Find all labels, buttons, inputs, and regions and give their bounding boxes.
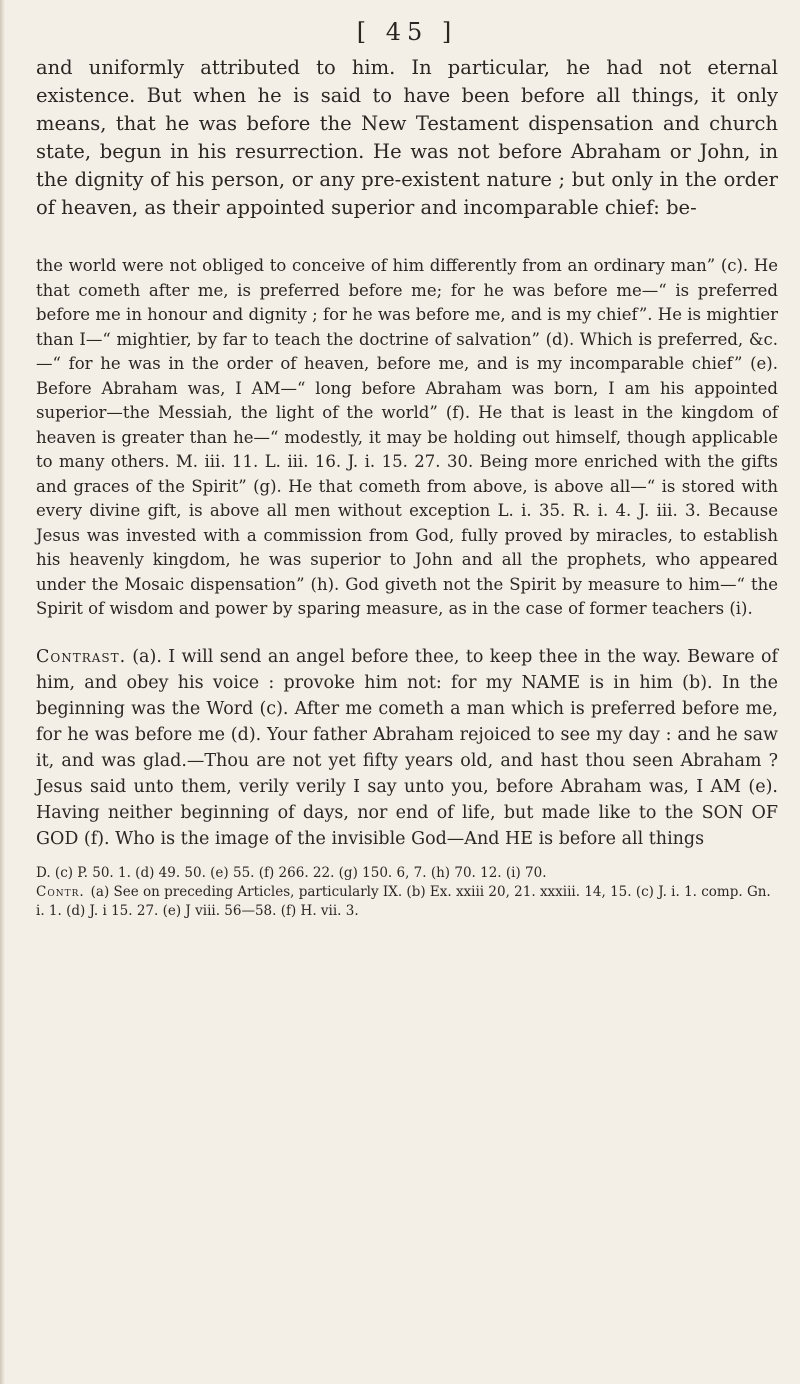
footnote-text: D. (c) P. 50. 1. (d) 49. 50. (e) 55. (f) 266. 22. (g) 150. 6, 7. (h) 70. 12. (i) 70.: [36, 864, 547, 881]
footnote-line: [36, 883, 778, 921]
body-paragraph: the world were not obliged to conceive of him differently from an ordinary man” (c). He that cometh after me, is preferred before me; for he was before me—“ is preferred before me in honour and dignity ; for he was before me, and is my chief”. He is mightier than I—“ mightier, by far to teach the doctrine of salvation” (d). Which is preferred, &c.—“ for he was in the order of heaven, before me, and is my incomparable chief” (e). Before Abraham was, I AM—“ long before Abraham was born, I am his appointed superior—the Messiah, the light of the world” (f). He that is least in the kingdom of heaven is greater than he—“ modestly, it may be holding out himself, though applicable to many others. M. iii. 11. L. iii. 16. J. i. 15. 27. 30. Being more enriched with the gifts and graces of the Spirit” (g). He that cometh from above, is above all—“ is stored with every divine gift, is above all men without exception L. i. 35. R. i. 4. J. iii. 3. Because Jesus was invested with a commission from God, fully proved by miracles, to establish his heavenly kingdom, he was superior to John and all the prophets, who appeared under the Mosaic dispensation” (h). God giveth not the Spirit by measure to him—“ the Spirit of wisdom and power by sparing measure, as in the case of former teachers (i).: [36, 256, 778, 618]
top-paragraph: and uniformly attributed to him. In particular, he had not eternal existence. But when he is said to have been before all things, it only means, that he was before the New Testament dispensation and church state, begun in his resurrection. He was not before Abraham or John, in the dignity of his person, or any pre-existent nature ; but only in the order of heaven, as their appointed superior and incomparable chief: be-: [36, 56, 778, 219]
footnote-label: Contr.: [36, 883, 85, 900]
book-page: [36, 18, 778, 921]
page-number: [ 45 ]: [356, 18, 458, 46]
footnotes: [36, 864, 778, 921]
footnote-line: [36, 864, 778, 883]
footnote-text: (a) See on preceding Articles, particularly IX. (b) Ex. xxiii 20, 21. xxxiii. 14, 15. (c) J. i. 1. comp. Gn. i. 1. (d) J. i 15. 27. (e) J viii. 56—58. (f) H. vii. 3.: [36, 883, 771, 919]
contrast-heading: Contrast.: [36, 646, 127, 667]
page-edge-shadow: [0, 0, 5, 1384]
contrast-paragraph: [36, 644, 778, 852]
contrast-text: (a). I will send an angel before thee, to keep thee in the way. Beware of him, and obey his voice : provoke him not: for my NAME is in him (b). In the beginning was the Word (c). After me cometh a man which is preferred before me, for he was before me (d). Your father Abraham rejoiced to see my day : and he saw it, and was glad.—Thou are not yet fifty years old, and hast thou seen Abraham ? Jesus said unto them, verily verily I say unto you, before Abraham was, I AM (e). Having neither beginning of days, nor end of life, but made like to the SON OF GOD (f). Who is the image of the invisible God—And HE is before all things: [36, 646, 778, 849]
